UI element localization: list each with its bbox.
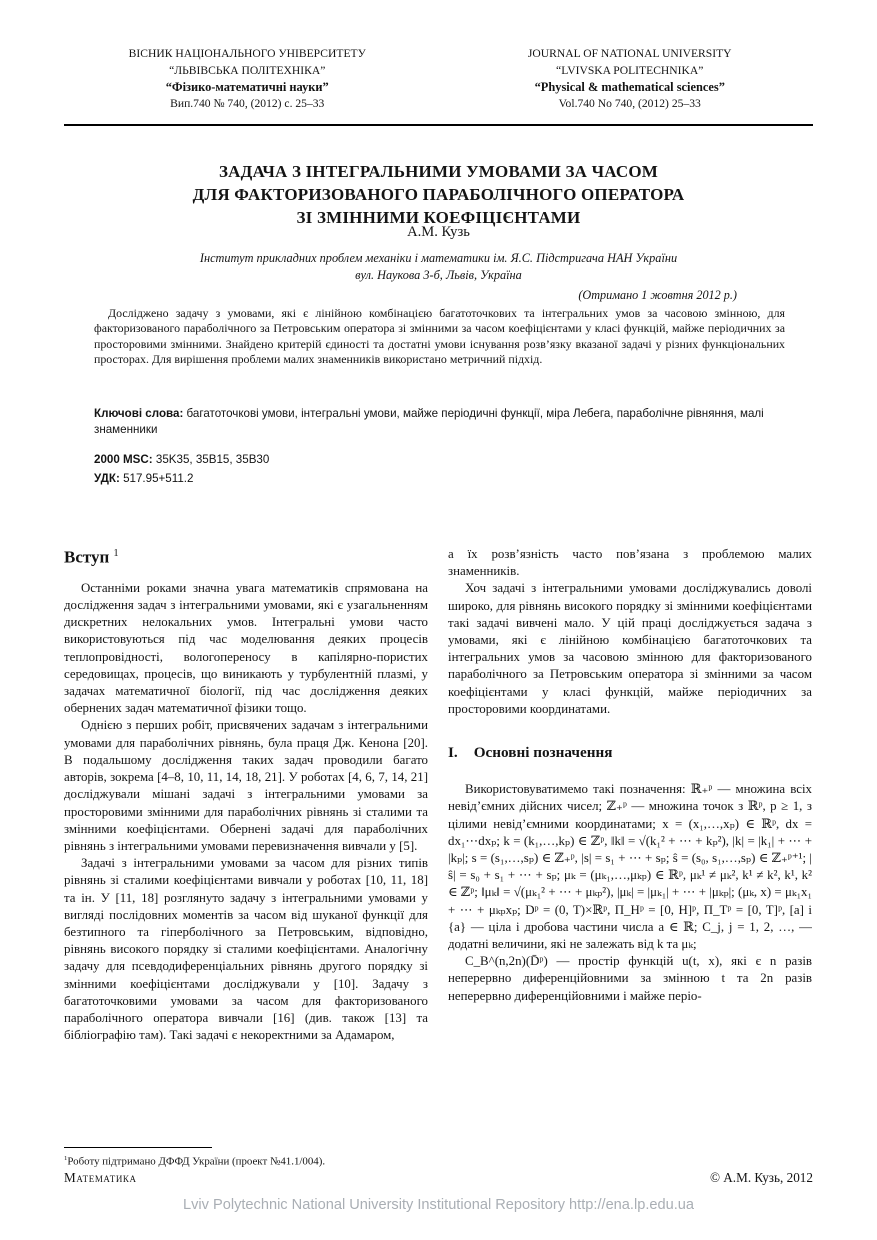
udk-code: 517.95+511.2	[123, 472, 194, 485]
section-number: I.	[448, 744, 458, 762]
abstract-text: Досліджено задачу з умовами, які є лінійною комбінацією багатоточкових та інтегральних умов за часовою змінною, для факторизованого параболічного за Петровським оператора зі змінними за часом коефіцієнтами у класі функцій, майже періодичних за просторовими змінними. Знайдено критерій єдиності та достатні умови існування розв’язку вказаної задачі у різних функціональних просторах. Для вирішення проблеми малих знаменників використано метричний підхід.	[94, 306, 785, 367]
notation-paragraph-2: C_B^(n,2n)(D̄ᵖ) — простір функцій u(t, x), які є n разів неперервно диференційовними за змінною t та 2n разів неперервно диференційовними і майже періо-	[448, 954, 812, 1003]
footnote-text: Роботу підтримано ДФФД України (проект №41.1/004).	[67, 1156, 326, 1168]
section-heading-notation	[448, 744, 812, 761]
right-column	[448, 543, 812, 1171]
intro-heading-text: Вступ	[64, 547, 110, 567]
intro-paragraph-3: Задачі з інтегральними умовами за часом для різних типів рівнянь зі сталими коефіцієнтами вивчали у роботах [10, 11, 18] та ін. У [11, 18] розглянуто задачу з інтегральними умовами у вигляді послідовних моментів за часом від шуканої функції для безтипного та гіперболічного за Петровським, відповідно, рівнянь високого порядку зі сталими коефіцієнтами. Аналогічну задачу для псевдодиференціальних рівнянь другого порядку зі змінними коефіцієнтами досліджували у [10]. Задачу з багатоточковими умовами за часом для факторизованого параболічного оператора вивчали [16] (див. також [13] та бібліографію там). Такі задачі є некоректними за Адамаром,	[64, 856, 428, 1043]
footer-section-name: Математика	[64, 1170, 137, 1185]
udk-label: УДК:	[94, 472, 120, 485]
article-title-line3: ЗІ ЗМІННИМИ КОЕФІЦІЄНТАМИ	[296, 208, 581, 228]
continuation-paragraph: а їх розв’язність часто пов’язана з проблемою малих знаменників.	[448, 547, 812, 579]
journal-name-en-line2: “LVIVSKA POLITECHNIKA”	[556, 63, 704, 77]
footnote-rule	[64, 1147, 212, 1148]
body-columns	[64, 543, 812, 1171]
keywords-block	[94, 406, 785, 437]
journal-series-en: “Physical & mathematical sciences”	[534, 80, 725, 94]
journal-header	[56, 46, 821, 112]
journal-name-en-line1: JOURNAL OF NATIONAL UNIVERSITY	[527, 47, 732, 60]
journal-issue-en: Vol.740 No 740, (2012) 25–33	[558, 96, 701, 110]
article-title-line2: ДЛЯ ФАКТОРИЗОВАНОГО ПАРАБОЛІЧНОГО ОПЕРАТОРА	[192, 185, 685, 205]
msc-codes: 35K35, 35B15, 35B30	[155, 453, 270, 466]
notation-paragraph-1: Використовуватимемо такі позначення: ℝ₊ᵖ — множина всіх невід’ємних дійсних чисел; ℤ₊ᵖ — множина точок з ℝᵖ, p ≥ 1, з цілими невід’ємними координатами; x = (x₁,…,xₚ) ∈ ℝᵖ, dx = dx₁⋯dxₚ; k = (k₁,…,kₚ) ∈ ℤᵖ, ‖k‖ = √(k₁² + ⋯ + kₚ²), |k| = |k₁| + ⋯ + |kₚ|; s = (s₁,…,sₚ) ∈ ℤ₊ᵖ, |s| = s₁ + ⋯ + sₚ; ŝ = (s₀, s₁,…,sₚ) ∈ ℤ₊ᵖ⁺¹; |ŝ| = s₀ + s₁ + ⋯ + sₚ; μₖ = (μₖ₁,…,μₖₚ) ∈ ℝᵖ, μₖ¹ ≠ μₖ², k¹ ≠ k², k¹, k² ∈ ℤᵖ; ‖μₖ‖ = √(μₖ₁² + ⋯ + μₖₚ²), |μₖ| = |μₖ₁| + ⋯ + |μₖₚ|; (μₖ, x) = μₖ₁x₁ + ⋯ + μₖₚxₚ; Dᵖ = (0, T)×ℝᵖ, Π_Hᵖ = [0, H]ᵖ, Π_Tᵖ = [0, T]ᵖ, [a] і {a} — ціла і дробова частини числа a ∈ ℝ; C_j, j = 1, 2, …, — додатні величини, які не залежать від k та μₖ;	[448, 782, 812, 952]
footnote-marker: 1	[64, 1155, 68, 1163]
affiliation-address: вул. Наукова 3-б, Львів, Україна	[355, 268, 522, 282]
udk-line	[94, 472, 785, 485]
journal-header-right	[439, 46, 822, 112]
affiliation-institute: Інститут прикладних проблем механіки і математики ім. Я.С. Підстригача НАН України	[199, 251, 678, 265]
author-name: А.М. Кузь	[407, 224, 470, 240]
msc-line	[94, 453, 785, 466]
repository-watermark: Lviv Polytechnic National University Institutional Repository http://ena.lp.edu.ua	[182, 1197, 695, 1213]
msc-label: 2000 MSC:	[94, 453, 153, 466]
journal-issue-uk: Вип.740 № 740, (2012) с. 25–33	[170, 96, 325, 110]
overview-paragraph: Хоч задачі з інтегральними умовами досліджувались доволі широко, для рівнянь високого порядку зі змінними коефіцієнтами такі задачі вивчені мало. У цій праці досліджується задача з умовами, які є лінійною комбінацією багатоточкових та інтегральних умов за часовою змінною для факторизованого параболічного за Петровським оператора зі змінними за часом коефіцієнтами у класі функцій, майже періодичних за просторовими координатами.	[448, 581, 812, 716]
journal-name-uk-line1: ВІСНИК НАЦІОНАЛЬНОГО УНІВЕРСИТЕТУ	[128, 47, 366, 60]
footnote	[64, 1147, 428, 1169]
footnote-text-line	[64, 1152, 428, 1169]
section-heading-intro	[64, 545, 428, 566]
intro-paragraph-2: Однією з перших робіт, присвячених задачам з інтегральними умовами для параболічних рівнянь, була праця Дж. Кенона [20]. В подальшому дослідження таких задач проводили багато авторів, зокрема [4–8, 10, 11, 14, 18, 21]. У роботах [4, 6, 7, 14, 21] досліджували мішані задачі з інтегральними умовами за просторовими змінними для параболічних рівнянь зі сталими та змінними коефіцієнтами. Обернені задачі для параболічних рівнянь з інтегральними умовами перевизначення вивчали у [5].	[64, 718, 428, 853]
intro-footnote-marker: 1	[113, 548, 119, 559]
keywords-list: багатоточкові умови, інтегральні умови, майже періодичні функції, міра Лебега, параболічне рівняння, малі знаменники	[94, 407, 764, 436]
journal-series-uk: “Фізико-математичні науки”	[165, 80, 329, 94]
journal-header-left	[56, 46, 439, 112]
section-title: Основні позначення	[473, 744, 613, 762]
left-column	[64, 543, 428, 1171]
journal-name-uk-line2: “ЛЬВІВСЬКА ПОЛІТЕХНІКА”	[169, 63, 326, 77]
article-title	[50, 160, 827, 229]
intro-paragraph-1: Останніми роками значна увага математиків спрямована на дослідження задач з інтегральними умовами, які є узагальненням дискретних нелокальних умов. Інтегральні умови часто використовуються під час моделювання деяких процесів теплопровідності, вологопереносу в капілярно-пористих середовищах, процесів, що виникають у турбулентній плазмі, у задачах математичної біології, під час дослідження деяких обернених задач математичної фізики тощо.	[64, 580, 428, 716]
header-divider-rule	[64, 124, 813, 126]
footer-copyright: © А.М. Кузь, 2012	[709, 1170, 813, 1185]
article-title-line1: ЗАДАЧА З ІНТЕГРАЛЬНИМИ УМОВАМИ ЗА ЧАСОМ	[218, 162, 659, 182]
affiliation	[50, 250, 827, 284]
page-footer	[64, 1170, 813, 1186]
received-date: (Отримано 1 жовтня 2012 р.)	[578, 288, 737, 302]
keywords-label: Ключові слова:	[94, 407, 184, 420]
